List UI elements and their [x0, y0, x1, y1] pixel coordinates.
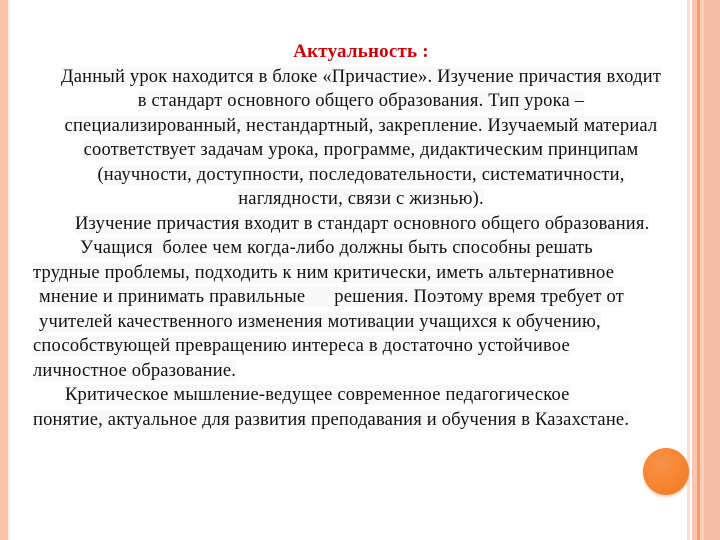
right-border-stripes: [687, 0, 720, 540]
text-line-content: личностное образование.: [33, 360, 237, 381]
text-line: [33, 236, 689, 261]
text-line: [33, 138, 689, 163]
text-line: [33, 285, 689, 310]
text-line: [33, 334, 689, 359]
text-line-content: соответствует задачам урока, программе, дидактическим принципам: [83, 140, 639, 160]
text-line-content: наглядности, связи с жизнью).: [238, 189, 484, 209]
text-line-content: мнение и принимать правильные решения. Поэтому время требует от: [39, 287, 624, 307]
text-line: [33, 114, 689, 139]
orange-circle-decoration: [643, 448, 689, 495]
text-line: [33, 89, 689, 114]
text-line: [33, 383, 689, 408]
text-line: [33, 261, 689, 286]
text-line: [33, 187, 689, 212]
text-line-content: Данный урок находится в блоке «Причастие». Изучение причастия входит: [60, 66, 662, 87]
text-line-content: способствующей превращению интереса в достаточно устойчивое: [33, 336, 570, 356]
text-line: [33, 65, 689, 90]
text-line-content: специализированный, нестандартный, закрепление. Изучаемый материал: [64, 115, 658, 136]
text-line-content: в стандарт основного общего образования. Тип урока –: [137, 91, 585, 111]
right-stripe-wide: [704, 0, 720, 540]
text-line-content: трудные проблемы, подходить к ним критически, иметь альтернативное: [33, 262, 615, 283]
text-line: [33, 408, 689, 433]
text-line-content: учителей качественного изменения мотивации учащихся к обучению,: [39, 311, 601, 332]
text-line-content: (научности, доступности, последовательности, систематичности,: [97, 164, 625, 185]
text-line: [33, 212, 689, 237]
left-border-stripe: [0, 0, 10, 540]
slide-text-block: [33, 40, 689, 432]
slide-title: Актуальность :: [293, 41, 429, 62]
text-line: [33, 359, 689, 384]
text-line: [33, 163, 689, 188]
slide-body-lines: [33, 65, 689, 433]
text-line-content: Изучение причастия входит в стандарт основного общего образования.: [75, 213, 650, 234]
text-line: [33, 310, 689, 335]
text-line-content: Учащися более чем когда-либо должны быть способны решать: [80, 238, 593, 258]
text-line-content: понятие, актуальное для развития преподавания и обучения в Казахстане.: [33, 409, 630, 430]
text-line-content: Критическое мышление-ведущее современное педагогическое: [65, 385, 570, 405]
